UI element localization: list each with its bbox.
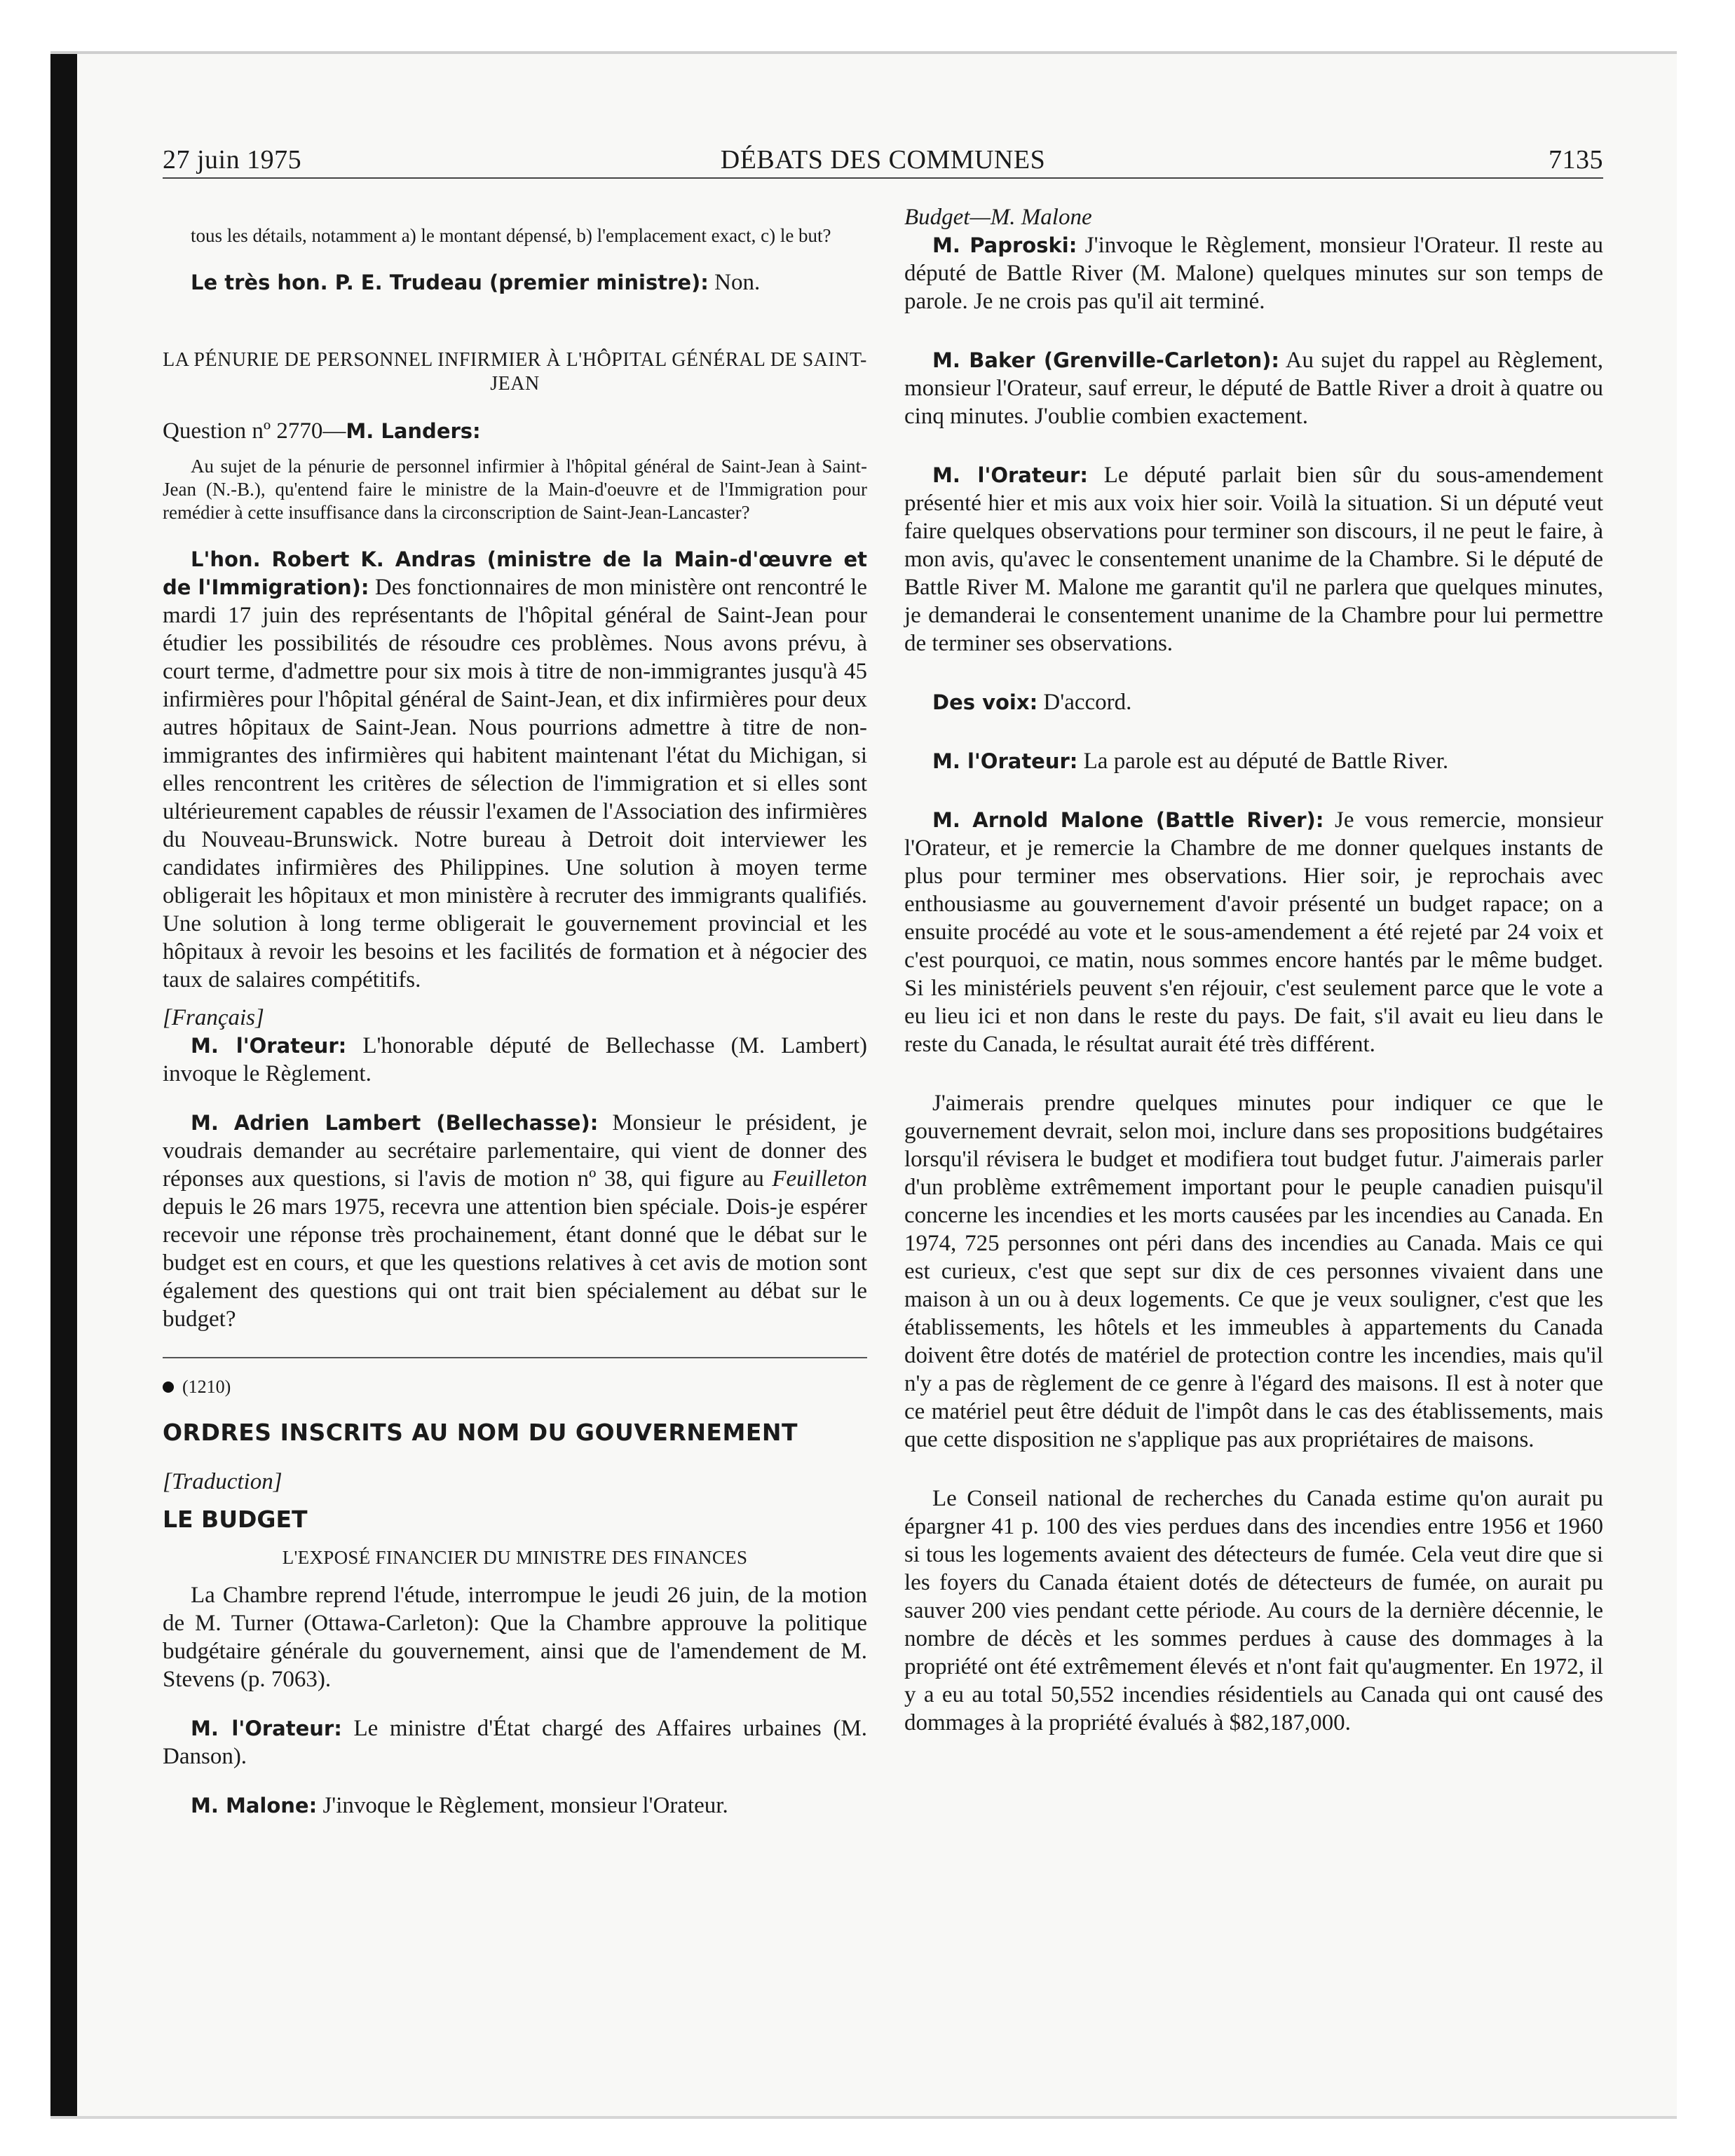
scan-border-bottom (50, 2116, 1677, 2119)
expose-heading: L'EXPOSÉ FINANCIER DU MINISTRE DES FINANCES (282, 1547, 748, 1568)
scan-border-top (50, 51, 1677, 54)
scan-border-left (50, 51, 77, 2119)
speaker-landers: M. Landers: (346, 419, 481, 443)
page-header (163, 144, 1603, 179)
orateur-remark-3 (904, 461, 1603, 657)
orateur-text-1: L'honorable député de Bellechasse (M. Lambert) invoque le Règlement. (163, 1033, 868, 1086)
trudeau-reply (163, 268, 867, 296)
baker-remark (904, 346, 1603, 430)
header-rule (163, 177, 1603, 179)
header-page-number: 7135 (1549, 145, 1603, 175)
speaker-orateur: M. l'Orateur: (191, 1034, 347, 1058)
orateur-remark-4 (904, 747, 1603, 775)
speaker-orateur-4: M. l'Orateur: (932, 749, 1078, 773)
lambert-text-a: Monsieur le président, je voudrais demander au secrétaire parlementaire, qui vient de donner des réponses aux questions, si l'avis de motion nº 38, qui figure au (163, 1110, 867, 1192)
time-marker-text: (1210) (182, 1377, 231, 1397)
language-note-traduction: [Traduction] (163, 1469, 283, 1494)
malone-remark-1 (163, 1792, 867, 1820)
malone-text-1: J'invoque le Règlement, monsieur l'Orateur. (317, 1793, 728, 1818)
section-rule (163, 1357, 867, 1358)
speaker-malone: M. Malone: (191, 1794, 318, 1817)
speaker-lambert: M. Adrien Lambert (Bellechasse): (191, 1111, 599, 1135)
speaker-orateur-3: M. l'Orateur: (932, 463, 1088, 487)
header-date: 27 juin 1975 (163, 145, 302, 175)
running-head: Budget—M. Malone (904, 205, 1092, 230)
lambert-feuilleton: Feuilleton (772, 1166, 867, 1192)
question-continuation: tous les détails, notamment a) le montant dépensé, b) l'emplacement exact, c) le but? (191, 225, 831, 246)
malone-speech (904, 806, 1603, 1058)
orateur-text-2: Le ministre d'État chargé des Affaires urbaines (M. Danson). (163, 1716, 868, 1769)
andras-reply (163, 545, 867, 994)
right-column (904, 203, 1603, 1737)
paproski-text: J'invoque le Règlement, monsieur l'Orateur. Il reste au député de Battle River (M. Malone) quelques minutes sur son temps de parole. Je ne crois pas qu'il ait terminé. (904, 233, 1603, 314)
speaker-voix: Des voix: (932, 690, 1038, 714)
voix-text: D'accord. (1037, 690, 1132, 715)
trudeau-text: Non. (708, 270, 761, 295)
question-label: Question nº 2770— (163, 418, 346, 444)
voix-remark (904, 688, 1603, 716)
question-text: Au sujet de la pénurie de personnel infirmier à l'hôpital général de Saint-Jean à Saint-Jean (N.-B.), qu'entend faire le ministre de la Main-d'oeuvre et de l'Immigration pour remédier à cette insuffisance dans la circonscription de Saint-Jean-Lancaster? (163, 456, 867, 523)
orateur-text-4: La parole est au député de Battle River. (1077, 749, 1449, 774)
speaker-arnold-malone: M. Arnold Malone (Battle River): (932, 808, 1324, 832)
orateur-remark-2 (163, 1714, 867, 1770)
time-marker (163, 1377, 867, 1398)
speaker-trudeau: Le très hon. P. E. Trudeau (premier ministre): (191, 271, 709, 294)
orateur-remark-1 (163, 1032, 867, 1088)
lambert-text-b: depuis le 26 mars 1975, recevra une attention bien spéciale. Dois-je espérer recevoir une réponse très prochainement, étant donné que le débat sur le budget est en cours, et que les questions relatives à cet avis de motion sont également des questions qui ont trait bien spécialement au débat sur le budget? (163, 1194, 867, 1332)
andras-text: Des fonctionnaires de mon ministère ont rencontré le mardi 17 juin des représentants de l'hôpital général de Saint-Jean pour étudier les possibilités de résoudre ces problèmes. Nous avons prévu, à court terme, d'admettre pour six mois à titre de non-immigrantes jusqu'à 45 infirmières pour l'hôpital général de Saint-Jean, et dix infirmières pour deux autres hôpitaux de Saint-Jean. Nous pourrions admettre à titre de non-immigrantes des infirmières qui habitent maintenant l'état du Michigan, si elles rencontrent les critères de sélection de l'immigration et si elles sont ultérieurement capables de réussir l'examen de l'Association des infirmières du Nouveau-Brunswick. Notre bureau à Detroit doit interviewer les candidates infirmières des Philippines. Une solution à moyen terme obligerait les hôpitaux et mon ministère à recruter des immigrants qualifiés. Une solution à long terme obligerait le gouvernement provincial et les hôpitaux à revoir les besoins et les facilités de formation et à négocier des taux de salaires compétitifs. (163, 575, 867, 992)
header-journal-title: DÉBATS DES COMMUNES (720, 145, 1046, 175)
house-resumes-paragraph: La Chambre reprend l'étude, interrompue le jeudi 26 juin, de la motion de M. Turner (Ottawa-Carleton): Que la Chambre approuve la politique budgétaire générale du gouvernement, ainsi que de l'amendement de M. Stevens (p. 7063). (163, 1583, 867, 1692)
section-heading-penurie: LA PÉNURIE DE PERSONNEL INFIRMIER À L'HÔPITAL GÉNÉRAL DE SAINT-JEAN (163, 349, 867, 395)
speaker-baker: M. Baker (Grenville-Carleton): (932, 348, 1279, 372)
orders-heading: ORDRES INSCRITS AU NOM DU GOUVERNEMENT (163, 1419, 798, 1446)
baker-text: Au sujet du rappel au Règlement, monsieur l'Orateur, sauf erreur, le député de Battle River a droit à quatre ou cinq minutes. J'oublie combien exactement. (904, 348, 1603, 429)
orateur-text-3: Le député parlait bien sûr du sous-amendement présenté hier et mis aux voix hier soir. Voilà la situation. Si un député veut faire quelques observations pour terminer son discours, il ne peut le faire, à mon avis, qu'avec le consentement unanime de la Chambre. Si le député de Battle River M. Malone me garantit qu'il ne parlera que quelques minutes, je demanderai le consentement unanime de la Chambre pour lui permettre de terminer ses observations. (904, 463, 1603, 656)
question-number-line (163, 417, 867, 445)
fires-paragraph: J'aimerais prendre quelques minutes pour indiquer ce que le gouvernement devrait, selon moi, inclure dans ses propositions budgétaires lorsqu'il révisera le budget et modifiera tout budget futur. J'aimerais parler d'un problème extrêmement important pour le peuple canadien puisqu'il concerne les incendies et les morts causées par les incendies au Canada. En 1974, 725 personnes ont péri dans des incendies au Canada. Mais ce qui est curieux, c'est que sept sur dix de ces personnes vivaient dans une maison à un ou à deux logements. Ce que je veux souligner, c'est que les établissements, les hôtels et les immeubles à appartements du Canada doivent être dotés de matériel de protection contre les incendies, mais qu'il n'y a pas de règlement de ce genre à l'égard des maisons. Il est à noter que ce matériel peut être déduit de l'impôt dans le cas des établissements, mais que cette disposition ne s'applique pas aux propriétaires de maisons. (904, 1091, 1603, 1452)
speaker-andras: L'hon. Robert K. Andras (ministre de la Main-d'œuvre et de l'Immigration): (163, 547, 867, 599)
bullet-icon (163, 1381, 174, 1393)
budget-heading: LE BUDGET (163, 1506, 308, 1533)
speaker-orateur-2: M. l'Orateur: (191, 1717, 342, 1740)
left-column (163, 224, 867, 1820)
speaker-paproski: M. Paproski: (932, 233, 1077, 257)
conseil-paragraph: Le Conseil national de recherches du Canada estime qu'on aurait pu épargner 41 p. 100 des vies perdues dans des incendies entre 1956 et 1960 si tous les logements avaient des détecteurs de fumée. Cela veut dire que si les foyers du Canada étaient dotés de détecteurs de fumée, on aurait pu sauver 200 vies pendant cette période. Au cours de la dernière décennie, le nombre de décès et les sommes perdues à cause des dommages à la propriété ont été extrêmement élevés et n'ont fait qu'augmenter. En 1972, il y a eu au total 50,552 incendies résidentiels au Canada qui ont causé des dommages à la propriété évalués à $82,187,000. (904, 1486, 1603, 1735)
malone-speech-text: Je vous remercie, monsieur l'Orateur, et je remercie la Chambre de me donner quelques instants de plus pour terminer mes observations. Hier soir, je reprochais avec enthousiasme au gouvernement d'avoir présenté un budget rapace; on a ensuite procédé au vote et le sous-amendement a été rejeté par 24 voix et c'est pourquoi, ce matin, nous sommes encore hantés par le même budget. Si les ministériels peuvent s'en réjouir, c'est seulement parce que le vote a eu lieu ici et non dans le reste du pays. De fait, s'il avait eu lieu dans le reste du Canada, le résultat aurait été très différent. (904, 807, 1603, 1057)
language-note-francais: [Français] (163, 1005, 264, 1030)
lambert-remark (163, 1109, 867, 1333)
paproski-remark (904, 231, 1603, 315)
